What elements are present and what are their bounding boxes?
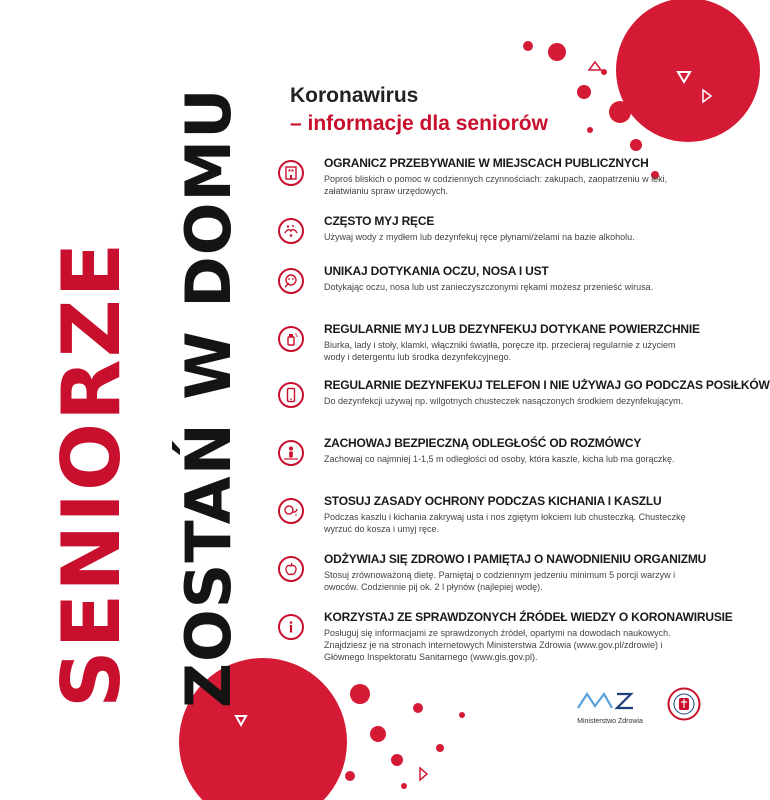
apple-icon (278, 556, 304, 582)
item-description: Biurka, lady i stoły, klamki, włączniki światła, poręcze itp. przecieraj regularnie z użyciem wody i detergentu lub środka dezynfekcyjnego. (324, 340, 676, 362)
ministry-caption: Ministerstwo Zdrowia (577, 718, 643, 725)
item-description: Używaj wody z mydłem lub dezynfekuj ręce płynami/żelami na bazie alkoholu. (324, 232, 635, 242)
sneeze-icon (278, 498, 304, 524)
vertical-title-seniorze: SENIORZE (45, 240, 138, 708)
item-description: Poproś bliskich o pomoc w codziennych czynnościach: zakupach, zaopatrzeniu w leki, załatwianiu spraw urzędowych. (324, 174, 668, 196)
item-description: Zachowaj co najmniej 1-1,5 m odległości od osoby, która kaszle, kicha lub ma gorączkę. (324, 454, 675, 464)
item-title: ODŻYWIAJ SIĘ ZDROWO I PAMIĘTAJ O NAWODNIENIU ORGANIZMU (324, 552, 707, 566)
item-title: UNIKAJ DOTYKANIA OCZU, NOSA I UST (324, 264, 549, 278)
item-title: CZĘSTO MYJ RĘCE (324, 214, 435, 228)
heading (290, 84, 548, 136)
ministry-logo-mark (575, 690, 645, 712)
distance-icon (278, 440, 304, 466)
sanitary-inspectorate-seal (667, 687, 701, 721)
ministry-of-health-logo (570, 690, 650, 725)
item-description: Posługuj się informacjami ze sprawdzonych źródeł, opartymi na dowodach naukowych. Znajdziesz je na stronach internetowych Ministerstwa Zdrowia (www.gov.pl/zdrowie) i Głównego Inspektoratu Sanitarnego (www.gis.gov.pl). (324, 628, 671, 662)
building-icon (278, 160, 304, 186)
item-description: Podczas kaszlu i kichania zakrywaj usta i nos zgiętym łokciem lub chusteczką. Chusteczkę wyrzuć do kosza i umyj ręce. (324, 512, 686, 534)
item-title: REGULARNIE MYJ LUB DEZYNFEKUJ DOTYKANE POWIERZCHNIE (324, 322, 700, 336)
spray-icon (278, 326, 304, 352)
item-description: Stosuj zrównoważoną dietę. Pamiętaj o codziennym jedzeniu minimum 5 porcji warzyw i owoców. Codziennie pij ok. 2 l płynów (najlepiej wodę). (324, 570, 676, 592)
item-description: Dotykając oczu, nosa lub ust zanieczyszczonymi rękami możesz przenieść wirusa. (324, 282, 654, 292)
heading-line-1: Koronawirus (290, 84, 419, 107)
item-title: KORZYSTAJ ZE SPRAWDZONYCH ŹRÓDEŁ WIEDZY O KORONAWIRUSIE (324, 610, 733, 624)
vertical-title-stay-home: ZOSTAŃ W DOMU (172, 87, 245, 708)
phone-icon (278, 382, 304, 408)
heading-line-2: – informacje dla seniorów (290, 112, 548, 135)
hand-wash-icon (278, 218, 304, 244)
item-title: ZACHOWAJ BEZPIECZNĄ ODLEGŁOŚĆ OD ROZMÓWCY (324, 436, 642, 450)
face-touch-icon (278, 268, 304, 294)
item-title: OGRANICZ PRZEBYWANIE W MIEJSCACH PUBLICZNYCH (324, 156, 649, 170)
item-title: STOSUJ ZASADY OCHRONY PODCZAS KICHANIA I KASZLU (324, 494, 662, 508)
item-description: Do dezynfekcji używaj np. wilgotnych chusteczek nasączonych środkiem dezynfekującym. (324, 396, 684, 406)
info-icon (278, 614, 304, 640)
item-title: REGULARNIE DEZYNFEKUJ TELEFON I NIE UŻYWAJ GO PODCZAS POSIŁKÓW (324, 378, 770, 392)
